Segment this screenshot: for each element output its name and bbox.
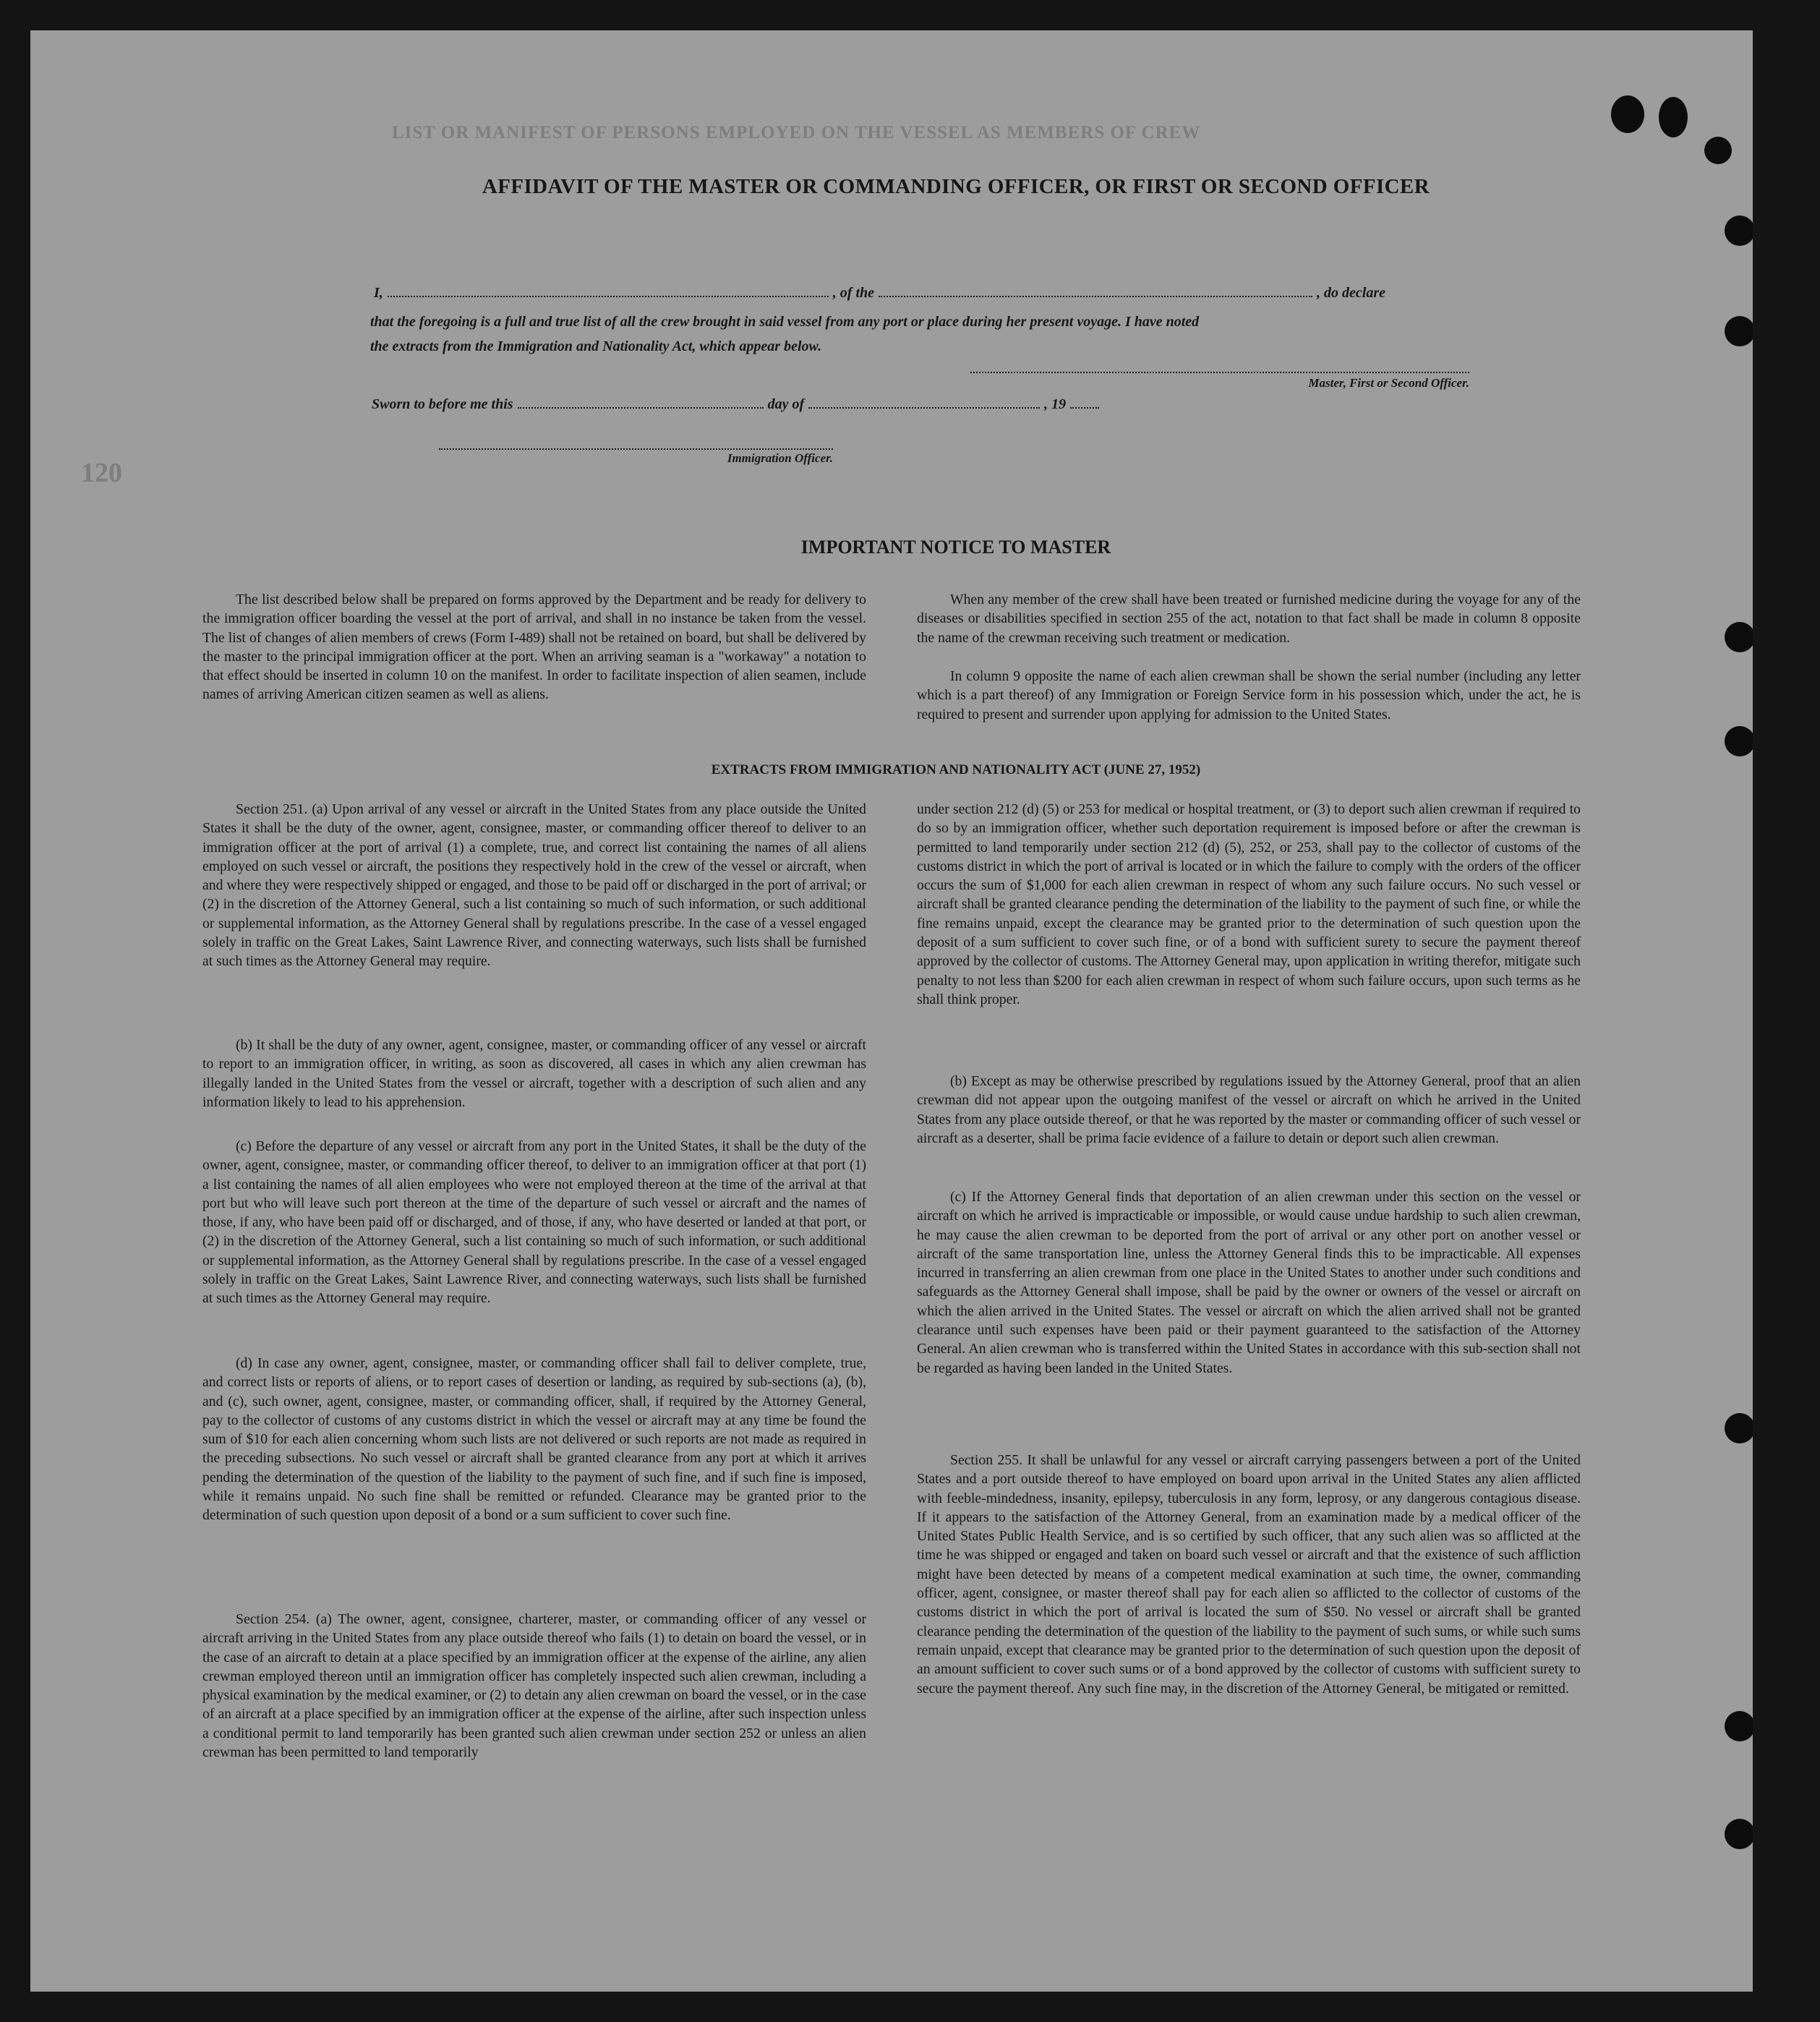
immigration-officer-label: Immigration Officer. xyxy=(727,451,833,465)
sworn-month-field xyxy=(808,406,1040,409)
punch-hole xyxy=(1611,95,1644,133)
punch-hole xyxy=(1725,726,1753,756)
declarant-label: I, xyxy=(374,285,383,301)
punch-hole xyxy=(1725,216,1753,246)
day-of-label: day of xyxy=(767,396,805,412)
master-signature-line xyxy=(970,372,1469,373)
bleed-through-header: LIST OR MANIFEST OF PERSONS EMPLOYED ON THE VESSEL AS MEMBERS OF CREW xyxy=(392,123,1201,142)
section-254-b: (b) Except as may be otherwise prescribed by regulations issued by the Attorney General, proof that an alien crewman did not appear upon the outgoing manifest of the vessel or aircraft on which he arrived in the United States from any place outside thereof, or that he was reported by the master or commanding officer of such vessel or aircraft as a deserter, shall be prima facie evidence of a failure to detain or deport such alien crewman. xyxy=(917,1073,1581,1146)
declaration-line xyxy=(374,285,1385,302)
master-signature-label: Master, First or Second Officer. xyxy=(1308,376,1469,390)
notice-paragraph: The list described below shall be prepared on forms approved by the Department and be ready for delivery to the immigration officer boarding the vessel at the port of arrival, and shall in no instance be taken from the vessel. The list of changes of alien members of crews (Form I-489) shall not be retained on board, but shall be delivered by the master to the principal immigration officer at the port. When an arriving seaman is a "workaway" a notation to that effect should be inserted in column 10 on the manifest. In order to facilitate inspection of alien seamen, include names of arriving American citizen seamen as well as aliens. xyxy=(202,592,866,703)
notice-paragraph: In column 9 opposite the name of each alien crewman shall be shown the serial number (including any letter which is a part thereof) of any Immigration or Foreign Service form in his possession which, under the act, he is required to present and surrender upon applying for admission to the United States. xyxy=(917,668,1581,722)
vessel-label: , of the xyxy=(832,285,875,301)
notice-title: IMPORTANT NOTICE TO MASTER xyxy=(800,537,1111,558)
punch-hole xyxy=(1659,97,1688,137)
document-page xyxy=(30,30,1753,1992)
sworn-line xyxy=(372,396,1103,413)
notice-paragraph: When any member of the crew shall have been treated or furnished medicine during the voyage for any of the diseases or disabilities specified in section 255 of the act, notation to that fact shall be made in column 8 opposite the name of the crewman receiving such treatment or medication. xyxy=(917,592,1581,646)
punch-hole xyxy=(1725,1711,1753,1741)
section-254-a: Section 254. (a) The owner, agent, consignee, charterer, master, or commanding officer of any vessel or aircraft arriving in the United States from any place outside thereof who fails (1) to detain on board the vessel, or in the case of an aircraft to detain at a place specified by an immigration officer at the expense of the airline, any alien crewman employed thereon until an immigration officer has completely inspected such alien crewman, including a physical examination by the medical examiner, or (2) to detain any alien crewman on board the vessel, or in the case of an aircraft at a place specified by an immigration officer at the expense of the airline, after such inspection unless a conditional permit to land temporarily has been granted such alien crewman under section 252 or unless an alien crewman has been permitted to land temporarily xyxy=(202,1611,866,1761)
section-251-d: (d) In case any owner, agent, consignee, master, or commanding officer shall fail to deliver complete, true, and correct lists or reports of aliens, or to report cases of desertion or landing, as required by sub-sections (a), (b), and (c), such owner, agent, consignee, master, or commanding officer, shall, if required by the Attorney General, pay to the collector of customs of any customs district in which the vessel or aircraft may at any time be found the sum of $10 for each alien concerning whom such lists are not delivered or such reports are not made as required in the preceding subsections. No such vessel or aircraft shall be granted clearance from any port at which it arrives pending the determination of the question of the liability to the payment of such fine, and if such fine is imposed, while it remains unpaid. No such fine shall be remitted or refunded. Clearance may be granted prior to the determination of such question upon deposit of a bond or a sum sufficient to cover such fine. xyxy=(202,1355,866,1524)
declarant-name-field xyxy=(388,295,829,297)
vessel-name-field xyxy=(879,295,1312,297)
section-254-a-continued: under section 212 (d) (5) or 253 for medical or hospital treatment, or (3) to deport such alien crewman if required to do so by an immigration officer, whether such deportation requirement is imposed before or after the crewman is permitted to land temporarily under section 212 (d) (5), 252, or 253, shall pay to the collector of customs of the customs district in which the port of arrival is located or in which the failure to comply with the orders of the officer occurs the sum of $1,000 for each alien crewman in respect of whom any such failure occurs. No such vessel or aircraft shall be granted clearance pending the determination of the liability to the payment of such fine, or while the fine remains unpaid, except the clearance may be granted prior to the determination of such question upon the deposit of a sum sufficient to cover such fine, or of a bond with sufficient surety to secure the payment thereof approved by the collector of customs. The Attorney General may, upon application in writing therefor, mitigate such penalty to not less than $200 for each alien crewman in respect of whom such failure occurs, upon such terms as he shall think proper. xyxy=(917,801,1581,1007)
punch-hole xyxy=(1725,316,1753,346)
section-251-c: (c) Before the departure of any vessel or aircraft from any port in the United States, it shall be the duty of the owner, agent, consignee, master, or commanding officer thereof, to deliver to an immigration officer at that port (1) a list containing the names of all alien employees who were not employed thereon at the time of the arrival at that port but who will leave such port thereon at the time of the departure of such vessel or aircraft and the names of those, if any, who have been paid off or discharged, and of those, if any, who have deserted or landed at that port, or (2) in the discretion of the Attorney General, such a list containing so much of such information, or such additional or supplemental information, as the Attorney General shall by regulations prescribe. In the case of a vessel engaged solely in traffic on the Great Lakes, Saint Lawrence River, and connecting waterways, such lists shall be furnished at such times as the Attorney General may require. xyxy=(202,1138,866,1307)
punch-hole xyxy=(1725,622,1753,652)
punch-hole xyxy=(1725,1819,1753,1849)
section-254-c: (c) If the Attorney General finds that deportation of an alien crewman under this section on the vessel or aircraft on which he arrived is impracticable or impossible, or would cause undue hardship to such alien crewman, he may cause the alien crewman to be deported from the port of arrival or any other port on another vessel or aircraft of the same transportation line, unless the Attorney General finds this to be impracticable. All expenses incurred in transferring an alien crewman from one place in the United States to another under such conditions and safeguards as the Attorney General shall impose, shall be paid by the owner or owners of the vessel or aircraft on which the alien arrived in the United States. The vessel or aircraft on which the alien arrived shall not be granted clearance until such expenses have been paid or their payment guaranteed to the satisfaction of the Attorney General. An alien crewman who is transferred within the United States in accordance with this sub-section shall not be regarded as having been landed in the United States. xyxy=(917,1189,1581,1376)
punch-hole xyxy=(1704,137,1732,164)
section-251-a: Section 251. (a) Upon arrival of any vessel or aircraft in the United States from any place outside the United States it shall be the duty of the owner, agent, consignee, master, or commanding officer thereof to deliver to an immigration officer at the port of arrival (1) a complete, true, and correct list containing the names of all aliens employed on such vessel or aircraft, the positions they respectively hold in the crew of the vessel or aircraft, when and where they were respectively shipped or engaged, and those to be paid off or discharged in the port of arrival; or (2) in the discretion of the Attorney General, such a list containing so much of such information, or such additional or supplemental information, as the Attorney General shall by regulations prescribe. In the case of a vessel engaged solely in traffic on the Great Lakes, Saint Lawrence River, and connecting waterways, such lists shall be furnished at such times as the Attorney General may require. xyxy=(202,801,866,970)
declaration-body-1: that the foregoing is a full and true list of all the crew brought in said vessel from any port or place during her present voyage. I have noted xyxy=(370,314,1200,330)
sworn-day-field xyxy=(518,406,764,409)
year-label: , 19 xyxy=(1044,396,1067,412)
declare-label: , do declare xyxy=(1317,285,1385,301)
declaration-body-2: the extracts from the Immigration and Nationality Act, which appear below. xyxy=(370,338,822,354)
extracts-title: EXTRACTS FROM IMMIGRATION AND NATIONALITY ACT (JUNE 27, 1952) xyxy=(711,762,1201,777)
section-255: Section 255. It shall be unlawful for any vessel or aircraft carrying passengers between a port of the United States and a port outside thereof to have employed on board upon arrival in the United States any alien afflicted with feeble-mindedness, insanity, epilepsy, tuberculosis in any form, leprosy, or any dangerous contagious disease. If it appears to the satisfaction of the Attorney General, from an examination made by a medical officer of the United States Public Health Service, and is so certified by such officer, that any such alien was so afflicted at the time he was shipped or engaged and taken on board such vessel or aircraft and that the existence of such affliction might have been detected by means of a competent medical examination at such time, the owner, commanding officer, agent, consignee, or master thereof shall pay for each alien so afflicted to the collector of customs of the customs district in which the port of arrival is located the sum of $50. No vessel or aircraft shall be granted clearance pending the determination of the question of the liability to the payment of such sums, or while such sums remain unpaid, except that clearance may be granted prior to the determination of such question upon the deposit of an amount sufficient to cover such sums or of a bond approved by the collector of customs with sufficient surety to secure the payment thereof. Any such fine may, in the discretion of the Attorney General, be mitigated or remitted. xyxy=(917,1452,1581,1697)
bleed-through-page-number: 120 xyxy=(81,458,122,488)
sworn-year-field xyxy=(1070,406,1099,409)
punch-hole xyxy=(1725,1413,1753,1443)
immigration-officer-signature-line xyxy=(439,448,833,450)
sworn-label: Sworn to before me this xyxy=(372,396,513,412)
affidavit-title: AFFIDAVIT OF THE MASTER OR COMMANDING OFFICER, OR FIRST OR SECOND OFFICER xyxy=(482,175,1430,198)
section-251-b: (b) It shall be the duty of any owner, agent, consignee, master, or commanding officer of any vessel or aircraft to report to an immigration officer, in writing, as soon as discovered, all cases in which any alien crewman has illegally landed in the United States from the vessel or aircraft, together with a description of such alien and any information likely to lead to his apprehension. xyxy=(202,1037,866,1110)
